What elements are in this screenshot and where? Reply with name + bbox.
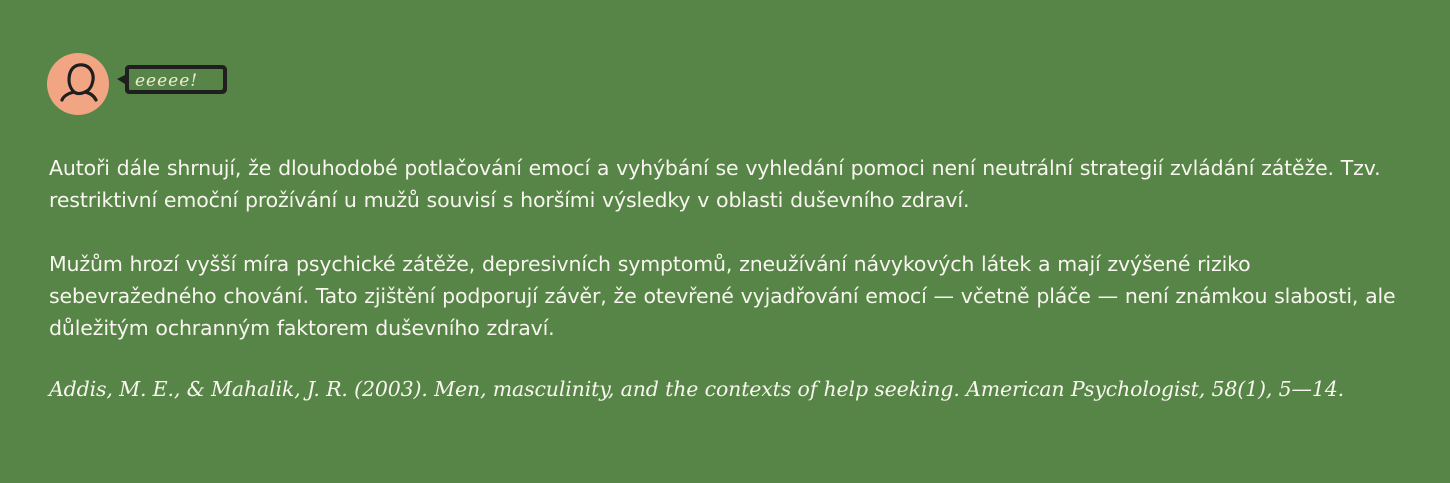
main-content xyxy=(49,152,1399,405)
speaker-badge xyxy=(46,53,231,115)
paragraph-summary: Autoři dále shrnují, že dlouhodobé potlačování emocí a vyhýbání se vyhledání pomoci není neutrální strategií zvládání zátěže. Tzv. restriktivní emoční prožívání u mužů souvisí s horšími výsledky v oblasti duševního zdraví. xyxy=(49,156,1381,212)
citation: Addis, M. E., & Mahalik, J. R. (2003). Men, masculinity, and the contexts of help seeking. American Psychologist, 58(1), 5—14. xyxy=(49,377,1344,401)
speech-bubble-text: eeeee! xyxy=(135,71,199,91)
paragraph-risks: Mužům hrozí vyšší míra psychické zátěže, depresivních symptomů, zneužívání návykových látek a mají zvýšené riziko sebevražedného chování. Tato zjištění podporují závěr, že otevřené vyjadřování emocí — včetně pláče — není známkou slabosti, ale důležitým ochranným faktorem duševního zdraví. xyxy=(49,252,1396,340)
person-avatar-icon xyxy=(46,53,110,115)
speech-bubble xyxy=(115,63,230,96)
